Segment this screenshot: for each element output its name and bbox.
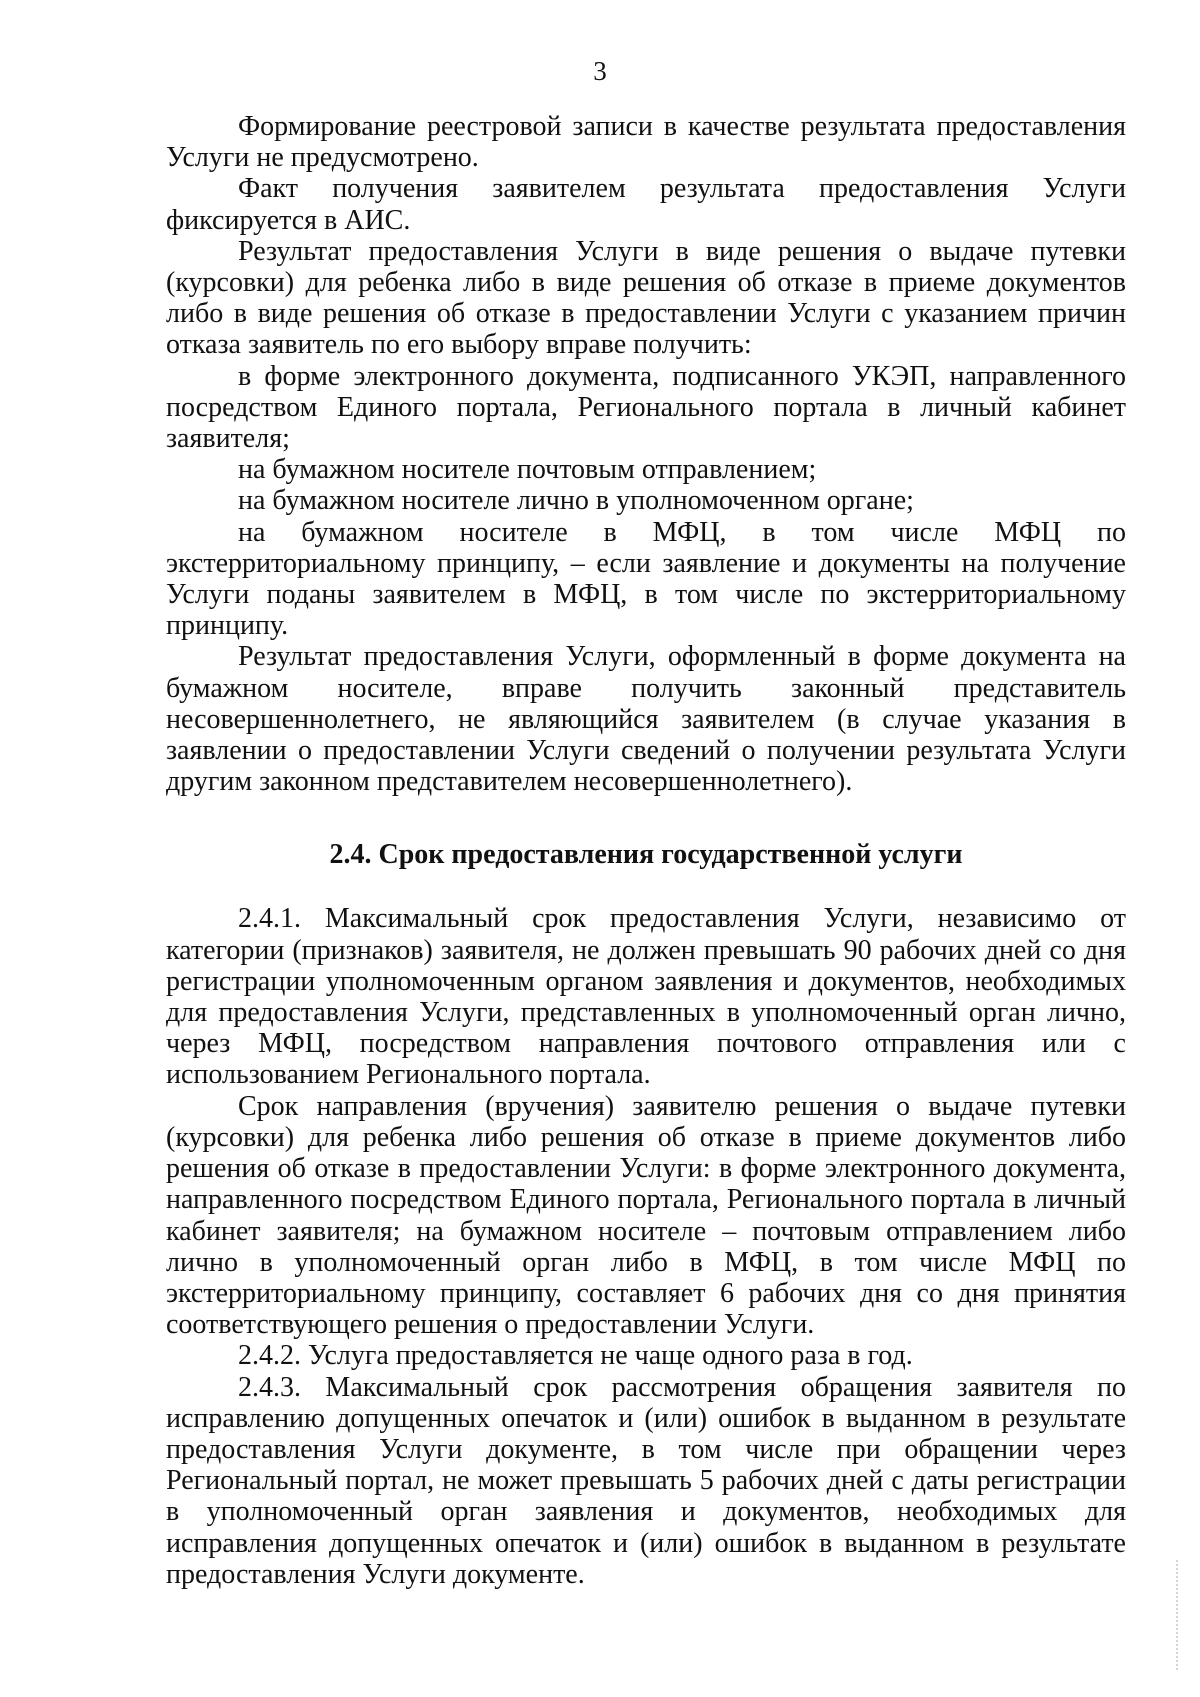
clause-2-4-1: 2.4.1. Максимальный срок предоставления Услуги, независимо от категории (признаков) заявителя, не должен превышать 90 рабочих дней со дня регистрации уполномоченным органом заявления и документов, необходимых для предоставления Услуги, представленных в уполномоченный орган лично, через МФЦ, посредством направления почтового отправления или с использованием Регионального портала. bbox=[166, 903, 1126, 1091]
list-item-paragraph: на бумажном носителе почтовым отправлением; bbox=[238, 454, 817, 486]
list-item-paragraph: на бумажном носителе в МФЦ, в том числе МФЦ по экстерриториальному принципу, – если заявление и документы на получение Услуги поданы заявителем в МФЦ, в том числе по экстерриториальному принципу. bbox=[166, 516, 1126, 642]
paragraph: Результат предоставления Услуги в виде решения о выдаче путевки (курсовки) для ребенка либо в виде решения об отказе в приеме документов либо в виде решения об отказе в предоставлении Услуги с указанием причин отказа заявитель по его выбору вправе получить: bbox=[166, 235, 1126, 361]
section-heading: 2.4. Срок предоставления государственной услуги bbox=[329, 839, 963, 871]
document-body bbox=[166, 111, 1126, 1590]
list-item-paragraph: на бумажном носителе лично в уполномоченном органе; bbox=[238, 485, 914, 517]
paragraph: Результат предоставления Услуги, оформленный в форме документа на бумажном носителе, вправе получить законный представитель несовершеннолетнего, не являющийся заявителем (в случае указания в заявлении о предоставлении Услуги сведений о получении результата Услуги другим законном представителем несовершеннолетнего). bbox=[166, 641, 1126, 798]
page-number: 3 bbox=[593, 56, 607, 86]
clause-2-4-3: 2.4.3. Максимальный срок рассмотрения обращения заявителя по исправлению допущенных опечаток и (или) ошибок в выданном в результате предоставления Услуги документе, в том числе при обращении через Региональный портал, не может превышать 5 рабочих дней с даты регистрации в уполномоченный орган заявления и документов, необходимых для исправления допущенных опечаток и (или) ошибок в выданном в результате предоставления Услуги документе. bbox=[166, 1371, 1126, 1590]
paragraph: Срок направления (вручения) заявителю решения о выдаче путевки (курсовки) для ребенка либо решения об отказе в приеме документов либо решения об отказе в предоставлении Услуги: в форме электронного документа, направленного посредством Единого портала, Регионального портала в личный кабинет заявителя; на бумажном носителе – почтовым отправлением либо лично в уполномоченный орган либо в МФЦ, в том числе МФЦ по экстерриториальному принципу, составляет 6 рабочих дня со дня принятия соответствующего решения о предоставлении Услуги. bbox=[166, 1090, 1126, 1341]
list-item-paragraph: в форме электронного документа, подписанного УКЭП, направленного посредством Единого портала, Регионального портала в личный кабинет заявителя; bbox=[166, 360, 1126, 455]
clause-2-4-2: 2.4.2. Услуга предоставляется не чаще одного раза в год. bbox=[238, 1340, 913, 1372]
paragraph: Формирование реестровой записи в качестве результата предоставления Услуги не предусмотрено. bbox=[166, 111, 1126, 174]
paragraph: Факт получения заявителем результата предоставления Услуги фиксируется в АИС. bbox=[166, 173, 1126, 236]
scan-edge-marks bbox=[1170, 1560, 1178, 1670]
